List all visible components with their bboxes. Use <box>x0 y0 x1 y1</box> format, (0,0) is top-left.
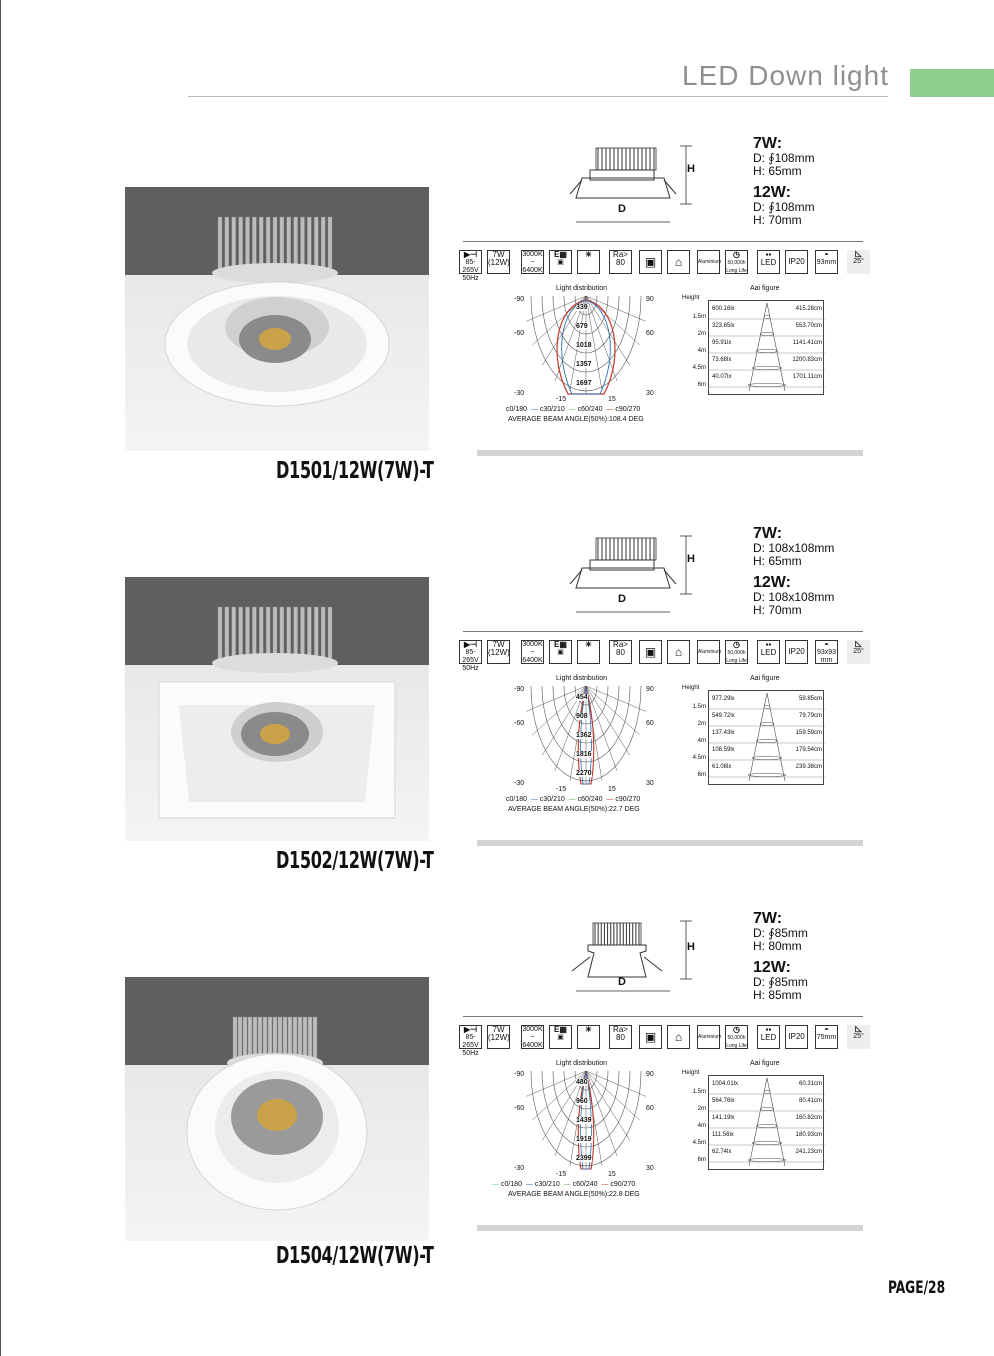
ra-icon: Ra> 80 <box>609 250 632 274</box>
axis-label: -90 <box>514 686 525 693</box>
spec-12w-title: 12W: <box>753 959 791 976</box>
axis-label: -60 <box>514 330 525 337</box>
spec-divider <box>463 241 863 242</box>
spec-7w-height: H: 65mm <box>753 554 802 568</box>
aai-lux: 549.72lx <box>712 713 735 719</box>
cutout-icon: ◓ 93x93 mm <box>816 640 837 664</box>
spec-12w-height: H: 70mm <box>753 213 802 227</box>
aai-lux: 95.91lx <box>712 340 732 346</box>
aai-row <box>688 696 828 710</box>
polar-ring-value: 1018 <box>576 342 592 349</box>
polar-ring-value: 1919 <box>576 1136 592 1143</box>
aai-lux: 141.19lx <box>712 1115 735 1121</box>
aai-figure-title: Aai figure <box>750 285 780 292</box>
beam-angle: AVERAGE BEAM ANGLE(50%):22.8 DEG <box>508 1191 640 1198</box>
spec-7w-title: 7W: <box>753 135 783 152</box>
aai-row <box>688 747 828 761</box>
beam-angle: AVERAGE BEAM ANGLE(50%):22.7 DEG <box>508 806 640 813</box>
ip-rating-icon: IP20 <box>785 640 808 664</box>
polar-ring-value: 1357 <box>576 361 592 368</box>
feature-icon-row <box>459 249 871 282</box>
aai-height: 6m <box>697 382 706 388</box>
model-number: D1502/12W(7W)-T <box>276 848 434 874</box>
page-border <box>0 0 1 1356</box>
cutout-icon: ◓ 75mm <box>815 1025 838 1049</box>
aai-height: 4m <box>697 1123 706 1129</box>
aai-height-label: Height <box>682 685 700 691</box>
energy-icon: E▦ ▣ <box>549 640 572 664</box>
spec-7w-title: 7W: <box>753 525 783 542</box>
aai-lux: 600.16lx <box>712 306 735 312</box>
axis-label: -60 <box>514 1105 525 1112</box>
polar-chart <box>526 1071 646 1171</box>
legend-c0: c0/180 <box>500 1181 522 1188</box>
house-icon: ⌂ <box>667 640 690 664</box>
led-icon: ▪▪ LED <box>757 1025 780 1049</box>
aai-height: 4.5m <box>692 365 706 371</box>
axis-label: -90 <box>514 296 525 303</box>
legend-c0: c0/180 <box>506 796 528 803</box>
aai-figure-title: Aai figure <box>750 1060 780 1067</box>
aai-diameter: 179.54cm <box>795 747 822 753</box>
product-photo-drawing <box>125 577 429 841</box>
axis-label: 60 <box>646 720 654 727</box>
aai-lux: 111.56lx <box>712 1132 734 1138</box>
dim-d-label: D <box>618 976 626 988</box>
clock-icon: ◷ 50,000h Long Life <box>726 250 747 274</box>
axis-label: 90 <box>646 686 654 693</box>
spec-divider <box>463 1016 863 1017</box>
aai-height: 4m <box>697 738 706 744</box>
house-icon: ⌂ <box>667 250 690 274</box>
dimension-drawing <box>560 138 700 233</box>
wattage-icon: 7W (12W) <box>487 640 510 664</box>
light-distribution-title: Light distribution <box>556 1060 607 1067</box>
ra-icon: Ra> 80 <box>609 640 632 664</box>
cct-icon: 3000K ~ 6400K <box>522 1026 543 1049</box>
aai-diameter: 241.23cm <box>795 1149 822 1155</box>
aai-diameter: 553.70cm <box>795 323 822 329</box>
aai-diameter: 60.31cm <box>798 1081 822 1087</box>
dim-h-label: H <box>687 163 695 175</box>
ra-icon: Ra> 80 <box>609 1025 632 1049</box>
aluminium-icon: Aluminium <box>697 1025 720 1049</box>
led-icon: ▪▪ LED <box>757 250 780 274</box>
aai-lux: 73.68lx <box>712 357 732 363</box>
aai-diameter: 415.28cm <box>795 306 822 312</box>
led-icon: ▪▪ LED <box>757 640 780 664</box>
axis-label: -15 <box>556 396 567 403</box>
dim-h-label: H <box>687 941 695 953</box>
aai-height: 4.5m <box>692 755 706 761</box>
product-photo <box>125 577 429 841</box>
spec-12w-diameter: D: 108x108mm <box>753 590 835 604</box>
aluminium-icon: Aluminium <box>697 640 720 664</box>
axis-label: 90 <box>646 296 654 303</box>
aai-row <box>688 1115 828 1129</box>
angle-icon: ◺ 25° <box>847 250 870 274</box>
spec-12w-title: 12W: <box>753 574 791 591</box>
spec-divider <box>463 631 863 632</box>
aai-lux: 977.29lx <box>712 696 735 702</box>
product-photo <box>125 977 429 1241</box>
beam-icon: ☀ <box>577 250 600 274</box>
aai-diameter: 79.79cm <box>798 713 822 719</box>
beam-icon: ☀ <box>577 640 600 664</box>
page-title: LED Down light <box>682 60 889 91</box>
section-bottom-bar <box>477 1225 863 1231</box>
legend-c30: c30/210 <box>539 796 565 803</box>
polar-ring-value: 1362 <box>576 732 592 739</box>
aai-height: 6m <box>697 772 706 778</box>
axis-label: 60 <box>646 1105 654 1112</box>
aai-diameter: 180.93cm <box>795 1132 822 1138</box>
clock-icon: ◷ 50,000h Long Life <box>726 640 747 664</box>
aai-height: 1.5m <box>692 1089 706 1095</box>
aai-row <box>688 1149 828 1163</box>
polar-ring-value: 2270 <box>576 770 592 777</box>
legend-c90: c90/270 <box>615 796 641 803</box>
legend-c60: c60/240 <box>572 1181 598 1188</box>
wattage-icon: 7W (12W) <box>487 1025 510 1049</box>
feature-icon-row <box>459 639 871 672</box>
polar-chart <box>526 296 646 396</box>
polar-ring-value: 1816 <box>576 751 592 758</box>
beam-angle: AVERAGE BEAM ANGLE(50%):108.4 DEG <box>508 416 644 423</box>
aai-lux: 137.43lx <box>712 730 735 736</box>
model-number: D1501/12W(7W)-T <box>276 458 434 484</box>
aai-lux: 40.07lx <box>712 374 732 380</box>
aai-lux: 62.74lx <box>712 1149 732 1155</box>
aai-diameter: 160.82cm <box>795 1115 822 1121</box>
polar-ring-value: 960 <box>576 1098 588 1105</box>
spec-block <box>753 132 815 227</box>
aai-height-label: Height <box>682 295 700 301</box>
legend-c30: c30/210 <box>539 406 565 413</box>
spec-7w-title: 7W: <box>753 910 783 927</box>
plug-icon: ▶⊣ 85-265V 50Hz <box>459 1025 482 1049</box>
aai-row <box>688 1132 828 1146</box>
spec-7w-diameter: D: ∮108mm <box>753 151 815 165</box>
house-icon: ⌂ <box>667 1025 690 1049</box>
aai-row <box>688 306 828 320</box>
dimension-drawing <box>560 528 700 623</box>
aai-height: 2m <box>697 331 706 337</box>
beam-icon: ☀ <box>577 1025 600 1049</box>
dim-d-label: D <box>618 593 626 605</box>
aai-figure <box>682 685 828 790</box>
aai-lux: 108.59lx <box>712 747 735 753</box>
spec-12w-diameter: D: ∮108mm <box>753 200 815 214</box>
legend-c60: c60/240 <box>577 406 603 413</box>
aai-diameter: 1701.11cm <box>792 374 822 380</box>
page-number: PAGE/28 <box>888 1278 946 1298</box>
wattage-icon: 7W (12W) <box>487 250 510 274</box>
spec-12w-height: H: 70mm <box>753 603 802 617</box>
spec-7w-height: H: 80mm <box>753 939 802 953</box>
spec-12w-title: 12W: <box>753 184 791 201</box>
aai-figure-title: Aai figure <box>750 675 780 682</box>
section-bottom-bar <box>477 840 863 846</box>
aai-row <box>688 357 828 371</box>
section-bottom-bar <box>477 450 863 456</box>
chart-legend: — c0/180 — c30/210 — c60/240 — c90/270 <box>492 1181 636 1188</box>
axis-label: -15 <box>556 786 567 793</box>
aai-row <box>688 374 828 388</box>
aai-row <box>688 323 828 337</box>
plug-icon: ▶⊣ 85-265V 50Hz <box>459 250 482 274</box>
aai-height: 4m <box>697 348 706 354</box>
light-distribution-title: Light distribution <box>556 675 607 682</box>
aluminium-icon: Aluminium <box>697 250 720 274</box>
axis-label: 30 <box>646 390 654 397</box>
polar-chart <box>526 686 646 786</box>
driver-icon: ▣ <box>639 1025 662 1049</box>
header-accent-tab <box>910 69 994 97</box>
energy-icon: E▦ ▣ <box>549 1025 572 1049</box>
aai-row <box>688 340 828 354</box>
aai-diameter: 1200.83cm <box>792 357 822 363</box>
light-distribution-title: Light distribution <box>556 285 607 292</box>
header-divider <box>188 96 888 97</box>
aai-lux: 564.76lx <box>712 1098 735 1104</box>
aai-diameter: 1141.41cm <box>792 340 822 346</box>
feature-icon-row <box>459 1024 871 1057</box>
angle-icon: ◺ 25° <box>847 640 870 664</box>
product-photo <box>125 187 429 451</box>
dim-h-label: H <box>687 553 695 565</box>
aai-row <box>688 713 828 727</box>
dim-d-label: D <box>618 203 626 215</box>
legend-c60: c60/240 <box>577 796 603 803</box>
legend-c30: c30/210 <box>534 1181 560 1188</box>
axis-label: 30 <box>646 780 654 787</box>
aai-lux: 1004.01lx <box>712 1081 739 1087</box>
polar-ring-value: 1439 <box>576 1117 592 1124</box>
dimension-diagram <box>560 528 700 623</box>
product-photo-drawing <box>125 187 429 451</box>
axis-label: -30 <box>514 780 525 787</box>
spec-block <box>753 907 808 1002</box>
aai-figure <box>682 295 828 400</box>
aai-row <box>688 730 828 744</box>
aai-row <box>688 1081 828 1095</box>
cct-icon: 3000K ~ 6400K <box>522 251 543 274</box>
ip-rating-icon: IP20 <box>785 1025 808 1049</box>
aai-diameter: 59.85cm <box>798 696 822 702</box>
polar-ring-value: 339 <box>576 304 588 311</box>
aai-height: 4.5m <box>692 1140 706 1146</box>
dimension-drawing <box>560 913 700 1008</box>
dimension-diagram <box>560 913 700 1008</box>
axis-label: 90 <box>646 1071 654 1078</box>
aai-lux: 323.65lx <box>712 323 735 329</box>
aai-diameter: 159.59cm <box>795 730 822 736</box>
aai-height-label: Height <box>682 1070 700 1076</box>
polar-ring-value: 679 <box>576 323 588 330</box>
legend-c0: c0/180 <box>506 406 528 413</box>
aai-diameter: 80.41cm <box>798 1098 822 1104</box>
polar-ring-value: 454 <box>576 694 588 701</box>
driver-icon: ▣ <box>639 640 662 664</box>
clock-icon: ◷ 50,000h Long Life <box>726 1025 747 1049</box>
aai-diameter: 239.38cm <box>795 764 822 770</box>
spec-7w-height: H: 65mm <box>753 164 802 178</box>
angle-icon: ◺ 25° <box>847 1025 870 1049</box>
model-number: D1504/12W(7W)-T <box>276 1243 434 1269</box>
axis-label: -15 <box>556 1171 567 1178</box>
cutout-icon: ◓ 93mm <box>815 250 838 274</box>
aai-row <box>688 764 828 778</box>
driver-icon: ▣ <box>639 250 662 274</box>
dimension-diagram <box>560 138 700 233</box>
aai-height: 6m <box>697 1157 706 1163</box>
aai-height: 1.5m <box>692 314 706 320</box>
spec-7w-diameter: D: 108x108mm <box>753 541 835 555</box>
axis-label: -30 <box>514 1165 525 1172</box>
aai-row <box>688 1098 828 1112</box>
axis-label: 30 <box>646 1165 654 1172</box>
spec-12w-diameter: D: ∮85mm <box>753 975 808 989</box>
aai-lux: 61.08lx <box>712 764 732 770</box>
aai-figure <box>682 1070 828 1175</box>
aai-height: 2m <box>697 721 706 727</box>
spec-7w-diameter: D: ∮85mm <box>753 926 808 940</box>
axis-label: -90 <box>514 1071 525 1078</box>
aai-height: 2m <box>697 1106 706 1112</box>
chart-legend: c0/180 — c30/210 — c60/240 — c90/270 <box>506 796 641 803</box>
axis-label: 15 <box>608 786 616 793</box>
legend-c90: c90/270 <box>615 406 641 413</box>
product-photo-drawing <box>125 977 429 1241</box>
axis-label: -60 <box>514 720 525 727</box>
polar-ring-value: 908 <box>576 713 588 720</box>
axis-label: -30 <box>514 390 525 397</box>
ip-rating-icon: IP20 <box>785 250 808 274</box>
plug-icon: ▶⊣ 85-265V 50Hz <box>459 640 482 664</box>
spec-block <box>753 522 834 617</box>
axis-label: 60 <box>646 330 654 337</box>
polar-ring-value: 1697 <box>576 380 592 387</box>
aai-height: 1.5m <box>692 704 706 710</box>
energy-icon: E▦ ▣ <box>549 250 572 274</box>
cct-icon: 3000K ~ 6400K <box>522 641 543 664</box>
polar-ring-value: 2399 <box>576 1155 592 1162</box>
axis-label: 15 <box>608 1171 616 1178</box>
legend-c90: c90/270 <box>610 1181 636 1188</box>
chart-legend: c0/180 — c30/210 — c60/240 — c90/270 <box>506 406 641 413</box>
spec-12w-height: H: 85mm <box>753 988 802 1002</box>
polar-ring-value: 480 <box>576 1079 588 1086</box>
axis-label: 15 <box>608 396 616 403</box>
